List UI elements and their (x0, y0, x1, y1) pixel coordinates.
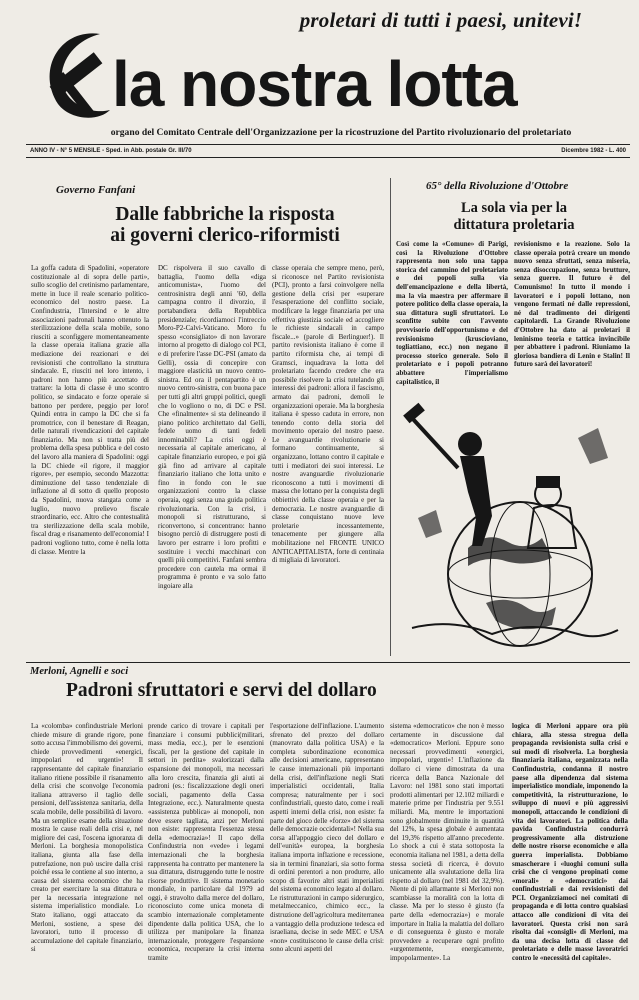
masthead-subtitle: organo del Comitato Centrale dell'Organizzazione per la ricostruzione del Partito rivoluzionario del proletariato (110, 127, 572, 138)
issue-line (30, 148, 626, 154)
article2-column-1: Così come la «Comune» di Parigi, così la Rivoluzione d'Ottobre rappresenta non solo una tappa storica del cammino del proletariato e dei popoli sulla via dell'emancipazione e della libertà, ma la via maestra per affermare il potere politico della classe operaia, la sua dittatura sugli sfruttatori. Lo sconfitte subite con l'avvento provvisorio dell'opportunismo e del revisionismo (kruscioviano, togliattiano, ecc.) non negano il processo storico generale. Solo il proletariato e i popoli potranno abbattere l'imperialismo capitalistico, il (396, 240, 508, 386)
article2-headline-line2: dittatura proletaria (453, 217, 575, 233)
article3-column-4: sistema «democratico» che non è messo certamente in discussione dal «democratico» Merloni. Eppure sono necessari provvedimenti «energici, impopolari, urgenti»! L'inflazione da dollaro ci viene dimostrata da una ricerca della Banca Nazionale del Lavoro: nel 1981 sono stati importati prodotti alimentari per 12.102 miliardi e materie prime per l'industria per 9.551 miliardi. Ma, mentre le importazioni sono globalmente diminuite in quantità del 12%, la spesa globale è aumentata del 19,3% rispetto all'anno precedente. Lo shock a cui è stata sottoposta la economia italiana nel 1981, a detta della stessa società di ricerca, è dovuto unicamente alla svalutazione della lira rispetto al dollaro (nel 1981 del 32,9%). Niente di più allarmante si Merloni non scambiasse la moralità con la lotta di classe. Ma per lo stesso è giusto (fa parte della «democrazia») e morale importare in Italia la malattia del dollaro e di conseguenza è giusto e morale provvedere a recuperare ogni profitto «urgentemente, energicamente, impopolarmente». La (390, 722, 504, 963)
article1-headline-line1: Dalle fabbriche la risposta (115, 204, 335, 225)
article2-headline (398, 200, 630, 234)
article3-kicker: Merloni, Agnelli e soci (30, 666, 129, 677)
header-rule-bottom (26, 157, 630, 158)
section-rule (26, 662, 630, 663)
article1-headline (66, 204, 384, 246)
article3-column-1: La «colomba» confindustriale Merloni chiede misure di grande rigore, pone sotto accusa l'immobilismo dei governi, chiede provvedimenti «energici, impopolari ed urgenti»! Il rappresentante del capitale finanziario italiano ritiene possibile il risanamento della crisi che sconvolge l'economia italiana attraverso il taglio delle pensioni, dell'assistenza sanitaria, della scala mobile, delle possibilità di lavoro. Ma un semplice esame della situazione mostra le cause reali della crisi e, nel migliore dei casi, l'oscena ignoranza di Merloni. La borghesia monopolistica italiana, giunta alla fase della putrefazione, non può uscire dalla crisi poiché essa le contiene al suo interno, a causa del sistema economico che ha creato per esercitare la sua dittatura e per la necessaria integrazione nel sistema imperialistico mondiale. Lo Stato italiano, oggi attaccato da Merloni, sostiene, a spese dei lavoratori, tutto il processo di accumulazione del capitale finanziario, si (31, 722, 143, 954)
article2-kicker: 65° della Rivoluzione d'Ottobre (426, 180, 569, 192)
article3-column-2: prende carico di trovare i capitali per finanziare i consumi pubblici(militari, mass media, ecc.), per le esenzioni fiscali, per la gestione del capitale in settori in perdita» svalorizzati dalla espansione dei monopoli, ma necessari alla loro crescita, finanzia gli aiuti ai padroni (es.: fiscalizzazione degli oneri sociali, pagamento della Cassa Integrazione, ecc.). Naturalmente questa «assistenza pubblica» ai monopoli, non deve essere tagliata, anzi per Merloni non esiste: rappresenta l'essenza stessa della «democrazia»! Il capo della Confindustria non «vede» i legami internazionali che la borghesia rappresenta ha contratto per mantenere la sua dittatura, distruggendo tutte le nostre risorse produttive. Il sistema monetario mondiale, in particolare dal 1979 ad oggi, è stravolto dalla merce del dollaro, riconosciuto come unica moneta di scambio internazionale completamente dipendente dalla politica USA, che lo utilizza per manipolare la finanza internazionale, proteggere l'espansione economica, recuperare la crisi interna tramite (148, 722, 264, 963)
issue-date: Dicembre 1982 - L. 400 (561, 148, 626, 154)
article1-column-3: classe operaia che sempre meno, però, si riconosce nel Partito revisionista (PCI), pronto a farsi coinvolgere nella gestione della crisi per «superare l'esasperazione del conflitto sociale, modificare la legge finanziaria per una effettiva giustizia sociale ed accogliere le richieste sindacali in campo fiscale...» (parole di Berlinguer!). Il partito revisionista italiano è come il partito riformista che, ai tempi di Gramsci, inquadrava la lotta del proletariato facendo credere che era possibile risolvere la crisi tutelando gli interessi dei padroni: allora il fascismo, armato dai padroni, demolì le organizzazioni operaie. Ma la borghesia italiana è spesso caduta in errore, non tenendo conto della storia del movimento operaio del nostro paese. Le avanguardie rivoluzionarie si formano continuamente, si organizzano, lottano contro il capitale e tutti i mediatori dei suoi interessi. Le nostre avanguardie rivoluzionarie riconoscono a tutti i movimenti di massa che lottano per la conquista degli obbiettivi della classe operaia e per la democrazia. Le nostre avanguardie di classe conquistano nuove leve proletarie incessantemente, tenacemente per giungere alla mobilitazione nel FRONTE UNICO ANTICAPITALISTA, forte di centinaia di migliaia di lavoratori. (272, 264, 384, 565)
issue-number: ANNO IV - N° 5 MENSILE - Sped. in Abb. postale Gr. III/70 (30, 148, 192, 154)
article1-column-1: La goffa caduta di Spadolini, «operatore costituzionale al di sopra delle parti», sullo scoglio del cretinismo parlamentare, mette in luce il reale scenario politico-economico del nostro paese. La Confindustria, l'Intersind e le altre associazioni padronali hanno ottenuto la sterilizzazione della scala mobile, sono riusciti a sconfiggere momentaneamente la classe operaia italiana grazie alla mediazione dei reazionari e dei revisionisti che controllano la struttura sindacale. E, riusciti nel loro intento, i padroni non hanno più accettato di trattare: la lotta di classe è uno scontro politico, se sindacato e forze operaie si battono per perdere, peggio per loro! Quindi entra in campo la DC che si fa promotrice, con il benestare di Reagan, delle naturali rivendicazioni del capitale finanziario. Ma non si tratta più del problema della spesa pubblica e del costo del lavoro alla maniera di Spadolini: oggi la DC chiede «il rigore, il maggior rigore», per esempio, secondo Mazzotta: diminuzione del tasso tendenziale di inflazione al di sotto di quello proposto da Spadolini, nuova stangata come a luglio, nuovo prelievo fiscale straordinario, ecc. Altro che contestualità tra sterilizzazione della scala mobile, fiscal drag e risanamento dell'economia! I padroni vogliono tutto, come è nella lotta di classe. Mentre la (31, 264, 149, 556)
article1-column-2: DC rispolvera il suo cavallo di battaglia, l'uomo della «diga anticomunista», l'uomo del centrosinistra degli anni '60, della campagna contro il divorzio, il portabandiera della Repubblica presidenziale; ricordiamoci l'intreccio Moro-P2-Calvi-Vaticano. Moro fu spesso «consigliato» di non lavorare intorno al progetto di dialogo col PCI, e di preferire l'asse DC-PSI (amato da Gelli), ossia di concepire con maggiore elasticità un nuovo centro-sinistra. Ed ora il pentapartito è un nuovo centro-sinistra, con buona pace per tutti gli altri gruppi politici, quegli che lo vogliono o no, di DC e PSI. Che «finalmente» si sta delineando il piano politico architettato dal Gelli, fedele uomo di tanti fedeli innominabili? La crisi oggi è necessaria al capitale americano, al capitale finanziario europeo, e poi già già fino ad arrivare al capitale finanziario italiano che lotta unito e fino in fondo con le sue organizzazioni contro la classe operaia, oggi senza una guida politica rivoluzionaria. Con la crisi, i monopoli si ristrutturano, si riconvertono, si concentrano: hanno bisogno perciò di distruggere posti di lavoro per estrarre i loro profitti e sostituire i vecchi macchinari con quelli più competitivi. Fanfani sembra procedere con cautela ma ormai il programma è pronto e va solo fatto ingoiare alla (158, 264, 266, 590)
header-rule-top (26, 144, 630, 145)
article3-headline (66, 680, 586, 702)
article2-column-2: revisionismo e la reazione. Solo la classe operaia potrà creare un mondo nuovo senza sfruttati, senza miseria, senza disoccupazione, senza brutture, senza guerre. Il futuro è del Comunismo! In tutto il mondo i lavoratori e i popoli lottano, non vengono fermati né dalle repressioni, né dal tradimento dei dirigenti capitolardi. La Grande Rivoluzione d'Ottobre ha dato ai proletari il leninismo teoria e tattica invincibile per abbattere i padroni. Riuniamo la gloriosa bandiera di Lenin e Stalin! Il futuro sarà dei lavoratori! (514, 240, 630, 369)
party-slogan: proletari di tutti i paesi, unitevi! (299, 8, 583, 32)
article-divider (390, 178, 391, 656)
worker-striking-capitalist-illustration (398, 398, 630, 656)
article3-column-3: l'esportazione dell'inflazione. L'aumento sfrenato del prezzo del dollaro (manovrato dalla politica USA) e la completa subordinazione economica alle decisioni americane, rappresentano le cause internazionali più importanti della crisi, dell'inflazione negli Stati imperialistici occidentali, Italia compresa; naturalmente per i soci confindustriali, questo dato, come i reali aspetti interni della crisi, non esiste: fa parte del gioco delle «forze» del sistema delle democrazie occidentali»! Nella sua corsa all'appoggio cieco del dollaro e dell'«unità» europea, la borghesia italiana importa inflazione e recessione, sia in termini finanziari, sia sotto forma di ordini perentori a non produrre, allo scopo di favorire altri stati imperialisti del sistema economico legato al dollaro. Le ristrutturazioni in campo siderurgico, metalmeccanico, chimico ecc., la distruzione dell'agricoltura mediterranea a vantaggio della produzione tedesca ed israeliana, decise in sede MEC e USA «non» costituiscono le cause della crisi: sono alcuni aspetti del (270, 722, 384, 954)
article1-kicker: Governo Fanfani (56, 184, 136, 196)
masthead-title: la nostra lotta (112, 48, 517, 120)
article1-headline-line2: ai governi clerico-riformisti (110, 225, 340, 246)
article2-headline-line1: La sola via per la (460, 200, 568, 216)
article3-column-5: logica di Merloni appare ora più chiara, alla stessa stregua della propaganda revisionista sulla crisi e sui modi di risolverla. La borghesia finanziaria italiana, organizzata nella Confindustria, condanna il nostro paese alla dipendenza dal sistema imperialistico mondiale, imponendo la competitività, la ristrutturazione, lo sviluppo di nuovi e più aggressivi monopoli, attaccando le condizioni di vita dei lavoratori. La politica della pavida Confindustria condurrà progressivamente alla distruzione delle nostre risorse economiche e alla guerra imperialista. Dobbiamo smascherare i «luoghi comuni sulla crisi che ci vengono propinati come «morali» e «democratici» dai confindustriali e dai revisionisti del PCI. Organizziamoci nei comitati di propaganda e di lotta contro qualsiasi attacco alle condizioni di vita dei lavoratori. Questa crisi non sarà risolta dai «consigli» di Merloni, ma da una decisa lotta di classe del proletariato e delle masse lavoratrici contro le «necessità del capitale». (512, 722, 628, 963)
article3-headline-line1: Padroni sfruttatori e servi del dollaro (66, 680, 377, 701)
